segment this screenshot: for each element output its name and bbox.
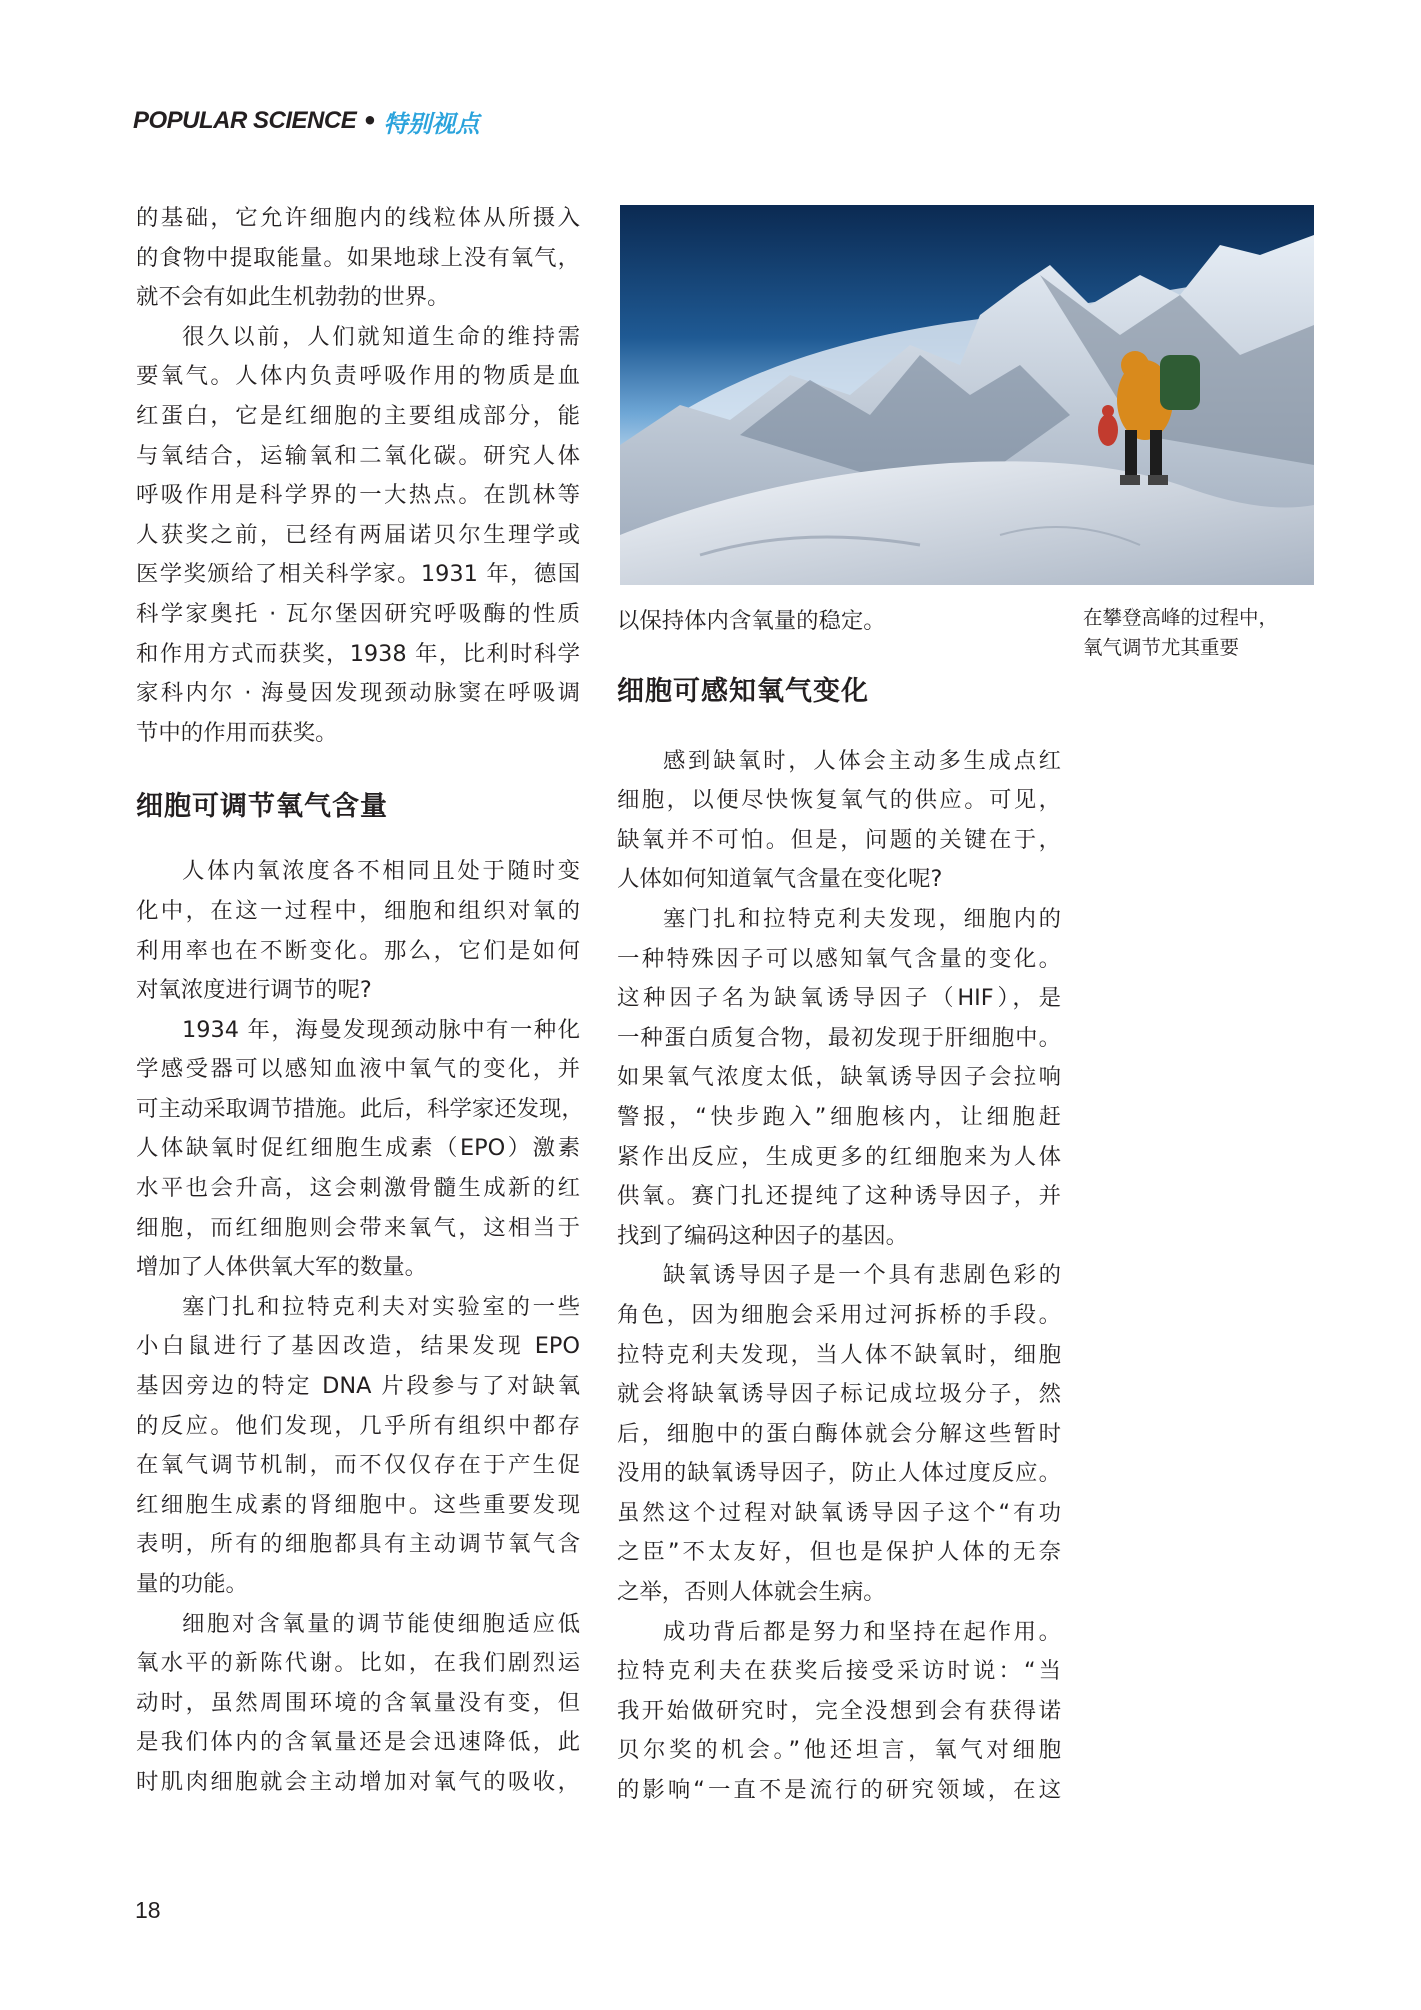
text-line: 一种蛋白质复合物，最初发现于肝细胞中。 xyxy=(617,1024,1061,1051)
sensing-paragraph-4 xyxy=(617,1613,1061,1811)
text-line: 之举，否则人体就会生病。 xyxy=(617,1579,886,1606)
text-line: 的反应。他们发现，几乎所有组织中都存 xyxy=(136,1412,580,1439)
text-line: 利用率也在不断变化。那么，它们是如何 xyxy=(136,937,580,964)
text-line: 虽然这个过程对缺氧诱导因子这个“有功 xyxy=(617,1499,1061,1526)
text-line: 后，细胞中的蛋白酶体就会分解这些暂时 xyxy=(617,1420,1061,1447)
text-line: 人体内氧浓度各不相同且处于随时变 xyxy=(182,858,580,885)
right-intro-paragraph xyxy=(617,602,1061,642)
magazine-brand: POPULAR SCIENCE xyxy=(133,107,357,134)
history-paragraph xyxy=(136,318,580,754)
text-line: 如果氧气浓度太低，缺氧诱导因子会拉响 xyxy=(617,1064,1061,1091)
text-line: 没用的缺氧诱导因子，防止人体过度反应。 xyxy=(617,1460,1061,1487)
text-line: 和作用方式而获奖，1938 年，比利时科学 xyxy=(136,640,580,667)
text-line: 的基础，它允许细胞内的线粒体从所摄入 xyxy=(136,205,580,231)
caption-line: 在攀登高峰的过程中， xyxy=(1083,606,1279,629)
text-line: 我开始做研究时，完全没想到会有获得诺 xyxy=(617,1697,1061,1724)
text-line: 就会将缺氧诱导因子标记成垃圾分子，然 xyxy=(617,1381,1061,1408)
text-line: 塞门扎和拉特克利夫对实验室的一些 xyxy=(182,1293,580,1320)
text-line: 成功背后都是努力和坚持在起作用。 xyxy=(663,1618,1061,1645)
text-line: 角色，因为细胞会采用过河拆桥的手段。 xyxy=(617,1301,1061,1328)
text-line: 增加了人体供氧大军的数量。 xyxy=(136,1254,428,1281)
text-line: 氧水平的新陈代谢。比如，在我们剧烈运 xyxy=(136,1650,580,1677)
sensing-paragraph-2 xyxy=(617,900,1061,1256)
text-line: 动时，虽然周围环境的含氧量没有变，但 xyxy=(136,1689,580,1716)
text-line: 的影响“一直不是流行的研究领域，在这 xyxy=(617,1777,1061,1804)
text-line: 的食物中提取能量。如果地球上没有氧气， xyxy=(136,244,580,271)
text-line: 拉特克利夫在获奖后接受采访时说：“当 xyxy=(617,1658,1061,1685)
text-line: 呼吸作用是科学界的一大热点。在凯林等 xyxy=(136,482,580,509)
text-line: 以保持体内含氧量的稳定。 xyxy=(617,608,886,634)
text-line: 细胞，而红细胞则会带来氧气，这相当于 xyxy=(136,1214,580,1241)
text-line: 警报，“快步跑入”细胞核内，让细胞赶 xyxy=(617,1103,1061,1130)
text-line: 就不会有如此生机勃勃的世界。 xyxy=(136,284,450,311)
text-line: 人体如何知道氧气含量在变化呢? xyxy=(617,866,943,893)
photo-illustration xyxy=(620,205,1314,585)
page-number: 18 xyxy=(135,1897,161,1923)
text-line: 医学奖颁给了相关科学家。1931 年，德国 xyxy=(136,561,580,588)
text-line: 对氧浓度进行调节的呢? xyxy=(136,977,372,1004)
text-line: 水平也会升高，这会刺激骨髓生成新的红 xyxy=(136,1175,580,1202)
text-line: 人体缺氧时促红细胞生成素（EPO）激素 xyxy=(136,1135,580,1162)
text-line: 可主动采取调节措施。此后，科学家还发现， xyxy=(136,1095,584,1122)
running-header xyxy=(133,103,480,139)
regulation-paragraph-1 xyxy=(136,852,580,1010)
left-column xyxy=(136,199,584,1803)
text-line: 细胞，以便尽快恢复氧气的供应。可见， xyxy=(617,787,1061,814)
text-line: 塞门扎和拉特克利夫发现，细胞内的 xyxy=(663,905,1061,932)
text-line: 节中的作用而获奖。 xyxy=(136,719,338,746)
text-line: 基因旁边的特定 DNA 片段参与了对缺氧 xyxy=(136,1373,580,1400)
text-line: 贝尔奖的机会。”他还坦言，氧气对细胞 xyxy=(617,1737,1061,1764)
text-line: 与氧结合，运输氧和二氧化碳。研究人体 xyxy=(136,442,580,469)
regulation-paragraph-2 xyxy=(136,1011,584,1288)
text-line: 1934 年，海曼发现颈动脉中有一种化 xyxy=(182,1016,580,1043)
text-line: 人获奖之前，已经有两届诺贝尔生理学或 xyxy=(136,521,580,548)
regulation-paragraph-4 xyxy=(136,1605,580,1803)
text-line: 感到缺氧时，人体会主动多生成点红 xyxy=(663,747,1061,774)
section-heading-sense: 细胞可感知氧气变化 xyxy=(617,675,869,707)
text-line: 很久以前，人们就知道生命的维持需 xyxy=(182,323,580,350)
text-line: 这种因子名为缺氧诱导因子（HIF），是 xyxy=(617,985,1061,1012)
mountain-climbers-photo xyxy=(620,205,1314,585)
text-line: 在氧气调节机制，而不仅仅存在于产生促 xyxy=(136,1452,580,1479)
text-line: 是我们体内的含氧量还是会迅速降低，此 xyxy=(136,1729,580,1756)
text-line: 供氧。赛门扎还提纯了这种诱导因子，并 xyxy=(617,1183,1061,1210)
right-column xyxy=(617,602,1061,1811)
text-line: 之臣”不太友好，但也是保护人体的无奈 xyxy=(617,1539,1061,1566)
section-tag: 特别视点 xyxy=(383,109,480,138)
text-line: 找到了编码这种因子的基因。 xyxy=(617,1222,909,1249)
text-line: 拉特克利夫发现，当人体不缺氧时，细胞 xyxy=(617,1341,1061,1368)
text-line: 红细胞生成素的肾细胞中。这些重要发现 xyxy=(136,1491,580,1518)
text-line: 时肌肉细胞就会主动增加对氧气的吸收， xyxy=(136,1768,580,1795)
text-line: 量的功能。 xyxy=(136,1571,248,1597)
text-line: 要氧气。人体内负责呼吸作用的物质是血 xyxy=(136,363,580,390)
text-line: 学感受器可以感知血液中氧气的变化，并 xyxy=(136,1056,580,1083)
text-line: 缺氧并不可怕。但是，问题的关键在于， xyxy=(617,826,1061,853)
sensing-paragraph-3 xyxy=(617,1256,1061,1612)
sensing-paragraph-1 xyxy=(617,742,1061,900)
header-separator: • xyxy=(362,107,378,135)
photo-caption xyxy=(1083,603,1278,663)
text-line: 家科内尔 · 海曼因发现颈动脉窦在呼吸调 xyxy=(136,680,580,707)
caption-line: 氧气调节尤其重要 xyxy=(1083,636,1240,659)
text-line: 细胞对含氧量的调节能使细胞适应低 xyxy=(182,1610,580,1637)
text-line: 表明，所有的细胞都具有主动调节氧气含 xyxy=(136,1531,580,1558)
text-line: 科学家奥托 · 瓦尔堡因研究呼吸酶的性质 xyxy=(136,600,580,627)
text-line: 小白鼠进行了基因改造，结果发现 EPO xyxy=(136,1333,580,1360)
text-line: 化中，在这一过程中，细胞和组织对氧的 xyxy=(136,897,580,924)
text-line: 紧作出反应，生成更多的红细胞来为人体 xyxy=(617,1143,1061,1170)
left-intro-paragraph xyxy=(136,199,580,318)
text-line: 缺氧诱导因子是一个具有悲剧色彩的 xyxy=(663,1262,1061,1289)
regulation-paragraph-3 xyxy=(136,1288,580,1605)
section-heading-regulate: 细胞可调节氧气含量 xyxy=(136,791,388,823)
text-line: 一种特殊因子可以感知氧气含量的变化。 xyxy=(617,945,1061,972)
text-line: 红蛋白，它是红细胞的主要组成部分，能 xyxy=(136,402,580,429)
